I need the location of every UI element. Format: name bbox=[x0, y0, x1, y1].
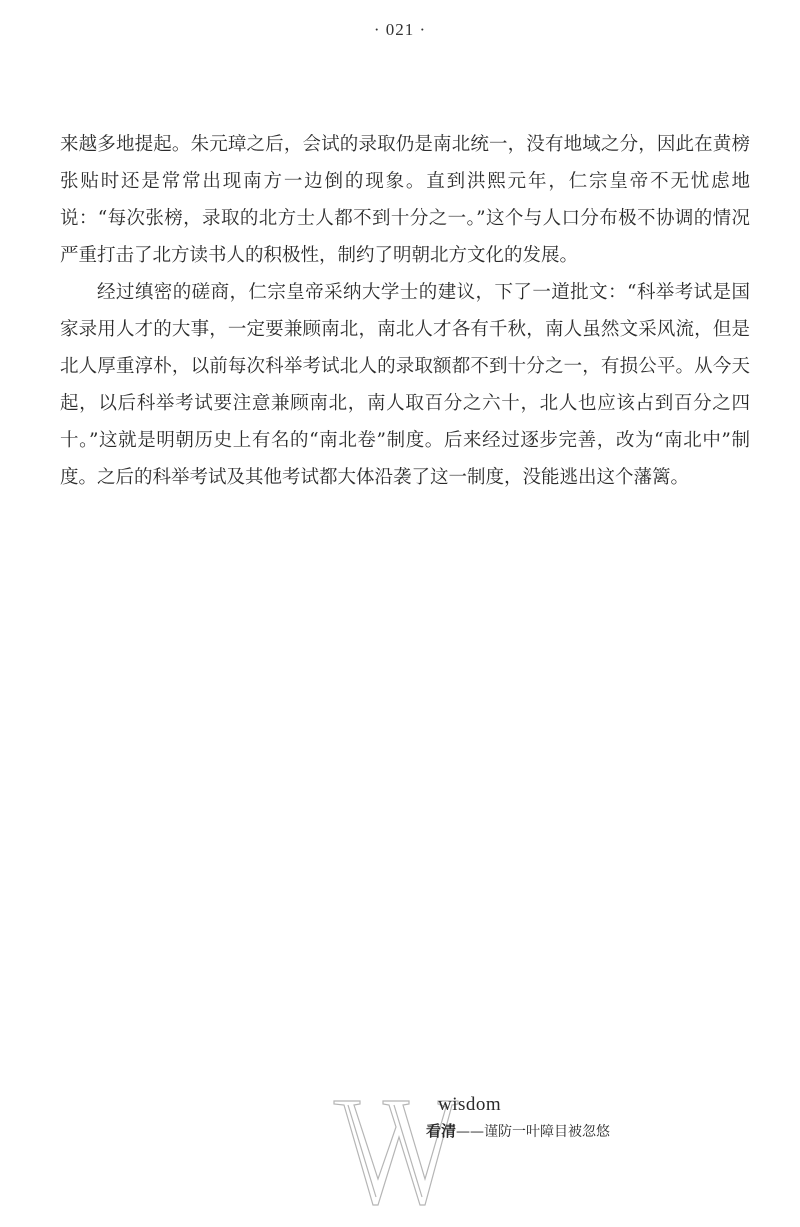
tagline-lead: 看清 bbox=[426, 1122, 457, 1140]
footer-tagline bbox=[426, 1120, 610, 1141]
paragraph-continuation: 来越多地提起。朱元璋之后，会试的录取仍是南北统一，没有地域之分，因此在黄榜张贴时还是常常出现南方一边倒的现象。直到洪熙元年，仁宗皇帝不无忧虑地说：“每次张榜，录取的北方士人都不到十分之一。”这个与人口分布极不协调的情况严重打击了北方读书人的积极性，制约了明朝北方文化的发展。 bbox=[60, 134, 750, 266]
body-text bbox=[60, 126, 750, 496]
wisdom-footer-mark bbox=[332, 1093, 692, 1213]
page-number: · 021 · bbox=[373, 20, 427, 39]
wisdom-word: wisdom bbox=[438, 1094, 502, 1115]
paragraph: 经过缜密的磋商，仁宗皇帝采纳大学士的建议，下了一道批文：“科举考试是国家录用人才的大事，一定要兼顾南北，南北人才各有千秋，南人虽然文采风流，但是北人厚重淳朴，以前每次科举考试北人的录取额都不到十分之一，有损公平。从今天起，以后科举考试要注意兼顾南北，南人取百分之六十，北人也应该占到百分之四十。”这就是明朝历史上有名的“南北卷”制度。后来经过逐步完善，改为“南北中”制度。之后的科举考试及其他考试都大体沿袭了这一制度，没能逃出这个藩篱。 bbox=[60, 282, 750, 488]
tagline-rest: ——谨防一叶障目被忽悠 bbox=[456, 1124, 611, 1140]
